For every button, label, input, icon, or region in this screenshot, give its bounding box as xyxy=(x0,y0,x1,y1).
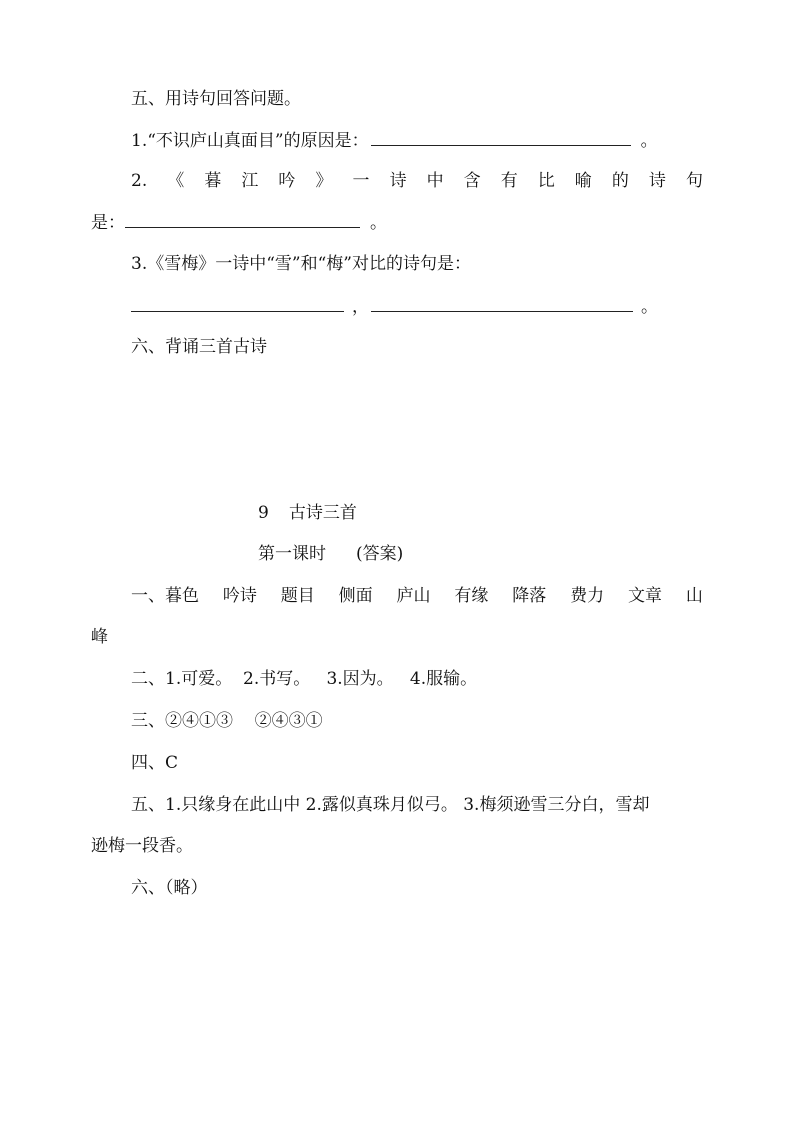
answer-1-word: 文章 xyxy=(628,586,662,606)
answer-blank-3b[interactable] xyxy=(371,295,633,312)
section-five-title: 五、用诗句回答问题。 xyxy=(131,89,301,109)
lesson-title: 古诗三首 xyxy=(288,503,357,523)
question-2-char: 诗 xyxy=(389,171,407,191)
lesson-number: 9 xyxy=(258,503,269,523)
answer-1 xyxy=(131,585,703,607)
question-2-char: 句 xyxy=(685,171,703,191)
answer-1-word: 题目 xyxy=(280,586,315,606)
question-2-char: 2. xyxy=(131,171,148,191)
question-2-char: 吟 xyxy=(278,171,296,191)
question-3-period: 。 xyxy=(641,297,658,317)
answer-1-word: 庐山 xyxy=(396,586,431,606)
answer-3: 三、②④①③ ②④③① xyxy=(131,711,323,731)
answer-6: 六、（略） xyxy=(131,878,208,898)
answer-1-continuation: 峰 xyxy=(91,627,108,647)
answers-title xyxy=(258,502,357,524)
question-1-text: 1.“不识庐山真面目”的原因是： xyxy=(131,131,369,151)
question-2-char: 含 xyxy=(463,171,481,191)
question-2-char: 江 xyxy=(241,171,259,191)
answer-1-word: 降落 xyxy=(512,586,547,606)
question-2-char: 的 xyxy=(611,171,629,191)
answer-1-word: 费力 xyxy=(570,586,605,606)
question-2-char: 暮 xyxy=(204,171,222,191)
question-2-char: 比 xyxy=(537,171,555,191)
answer-5: 五、1.只缘身在此山中 2.露似真珠月似弓。 3.梅须逊雪三分白，雪却 xyxy=(131,795,650,815)
question-2-period: 。 xyxy=(370,213,387,233)
question-2-char: 喻 xyxy=(574,171,592,191)
question-2-char: 》 xyxy=(315,171,333,191)
question-2-cont-text: 是： xyxy=(91,213,125,233)
answer-2: 二、1.可爱。 2.书写。 3.因为。 4.服输。 xyxy=(131,669,478,689)
answer-blank-2[interactable] xyxy=(125,211,360,228)
question-2-char: 一 xyxy=(352,171,370,191)
question-2 xyxy=(131,170,703,192)
answer-blank-3a[interactable] xyxy=(131,295,344,312)
question-2-char: 有 xyxy=(500,171,518,191)
question-1 xyxy=(131,129,658,152)
answer-1-word: 一、暮色 xyxy=(131,586,199,606)
answer-4: 四、C xyxy=(131,753,179,773)
question-3-answer-line xyxy=(131,295,658,318)
question-3-comma: ， xyxy=(352,297,369,317)
question-2-continuation xyxy=(91,211,387,234)
section-six-title: 六、背诵三首古诗 xyxy=(131,337,267,357)
question-3: 3.《雪梅》一诗中“雪”和“梅”对比的诗句是： xyxy=(131,254,471,274)
answer-1-word: 侧面 xyxy=(338,586,373,606)
question-2-char: 中 xyxy=(426,171,444,191)
lesson-period: 第一课时 xyxy=(258,544,326,564)
answer-1-word: 吟诗 xyxy=(222,586,257,606)
question-1-period: 。 xyxy=(640,131,658,151)
answers-tag: (答案) xyxy=(356,544,404,564)
answers-subtitle xyxy=(258,543,403,565)
question-2-char: 诗 xyxy=(648,171,666,191)
answer-5-continuation: 逊梅一段香。 xyxy=(91,836,193,856)
answer-1-word: 有缘 xyxy=(454,586,489,606)
answer-1-word: 山 xyxy=(685,586,703,606)
question-2-char: 《 xyxy=(167,171,185,191)
answer-blank-1[interactable] xyxy=(371,129,631,146)
